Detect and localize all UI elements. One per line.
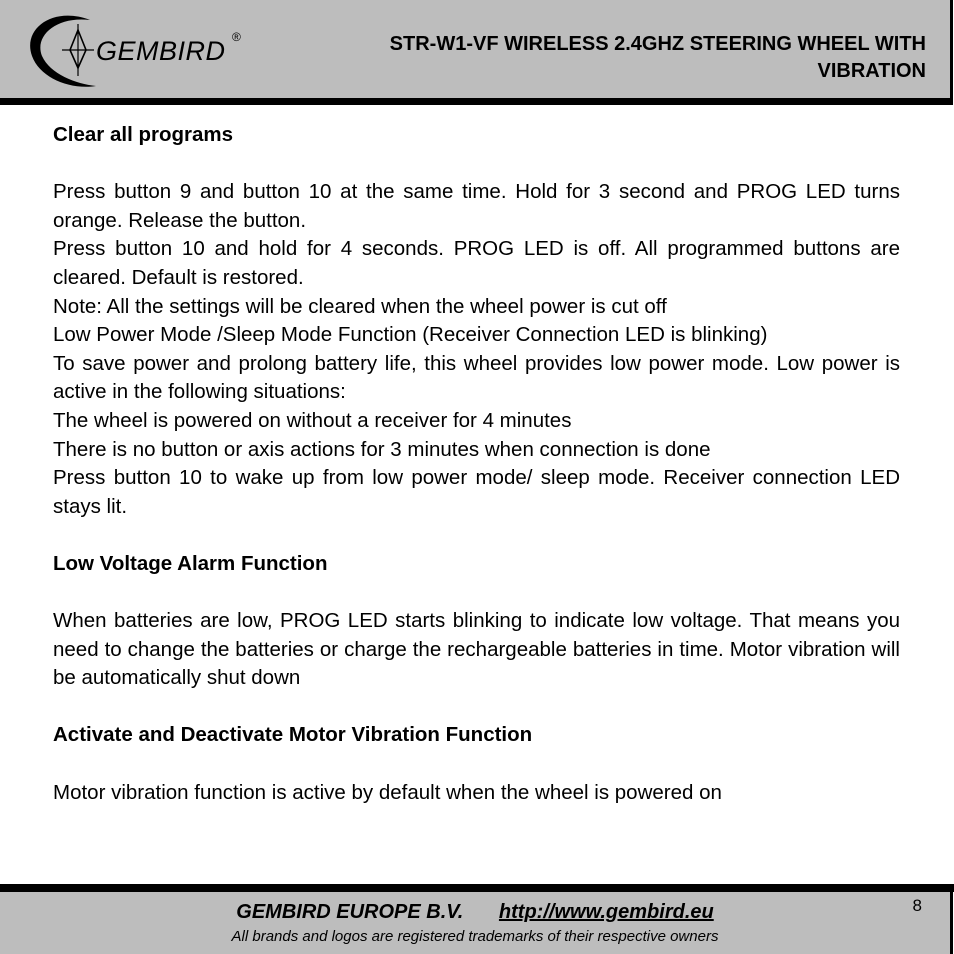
spacer	[53, 521, 900, 550]
spacer	[53, 750, 900, 779]
page-content	[53, 121, 900, 807]
website-link[interactable]: http://www.gembird.eu	[498, 901, 714, 923]
page-number: 8	[912, 896, 922, 915]
trademark-notice: All brands and logos are registered trademarks of their respective owners	[231, 928, 719, 945]
paragraph: Press button 10 and hold for 4 seconds. PROG LED is off. All programmed buttons are cleared. Default is restored.	[53, 237, 900, 289]
gembird-logo	[26, 6, 256, 92]
registered-mark: ®	[232, 30, 241, 44]
footer-divider	[0, 884, 954, 892]
logo-wordmark: GEMBIRD	[96, 36, 226, 66]
spacer	[53, 150, 900, 179]
note: Note: All the settings will be cleared when the wheel power is cut off	[53, 294, 667, 318]
heading-motor-vibration: Activate and Deactivate Motor Vibration Function	[53, 723, 533, 747]
paragraph: There is no button or axis actions for 3 minutes when connection is done	[53, 437, 711, 461]
page-footer	[0, 892, 953, 954]
paragraph: The wheel is powered on without a receiver for 4 minutes	[53, 408, 572, 432]
paragraph: To save power and prolong battery life, this wheel provides low power mode. Low power is active in the following situations:	[53, 351, 900, 404]
company-name: GEMBIRD EUROPE B.V.	[236, 901, 464, 923]
document-title	[286, 31, 926, 85]
heading-low-voltage-alarm: Low Voltage Alarm Function	[53, 551, 328, 575]
title-line-2: VIBRATION	[817, 60, 926, 82]
title-line-1: STR-W1-VF WIRELESS 2.4GHZ STEERING WHEEL WITH	[389, 33, 926, 55]
page-header	[0, 0, 953, 105]
paragraph: Press button 9 and button 10 at the same time. Hold for 3 second and PROG LED turns orange. Release the button.	[53, 180, 900, 232]
paragraph: Press button 10 to wake up from low power mode/ sleep mode. Receiver connection LED stays lit.	[53, 466, 900, 518]
paragraph: Motor vibration function is active by default when the wheel is powered on	[53, 780, 722, 804]
spacer	[53, 693, 900, 722]
heading-clear-all-programs: Clear all programs	[53, 123, 234, 146]
paragraph: When batteries are low, PROG LED starts blinking to indicate low voltage. That means you need to change the batteries or charge the rechargeable batteries in time. Motor vibration will be automatically shut down	[53, 609, 900, 690]
footer-main-line	[0, 901, 950, 924]
spacer	[53, 579, 900, 608]
paragraph: Low Power Mode /Sleep Mode Function (Receiver Connection LED is blinking)	[53, 323, 768, 347]
